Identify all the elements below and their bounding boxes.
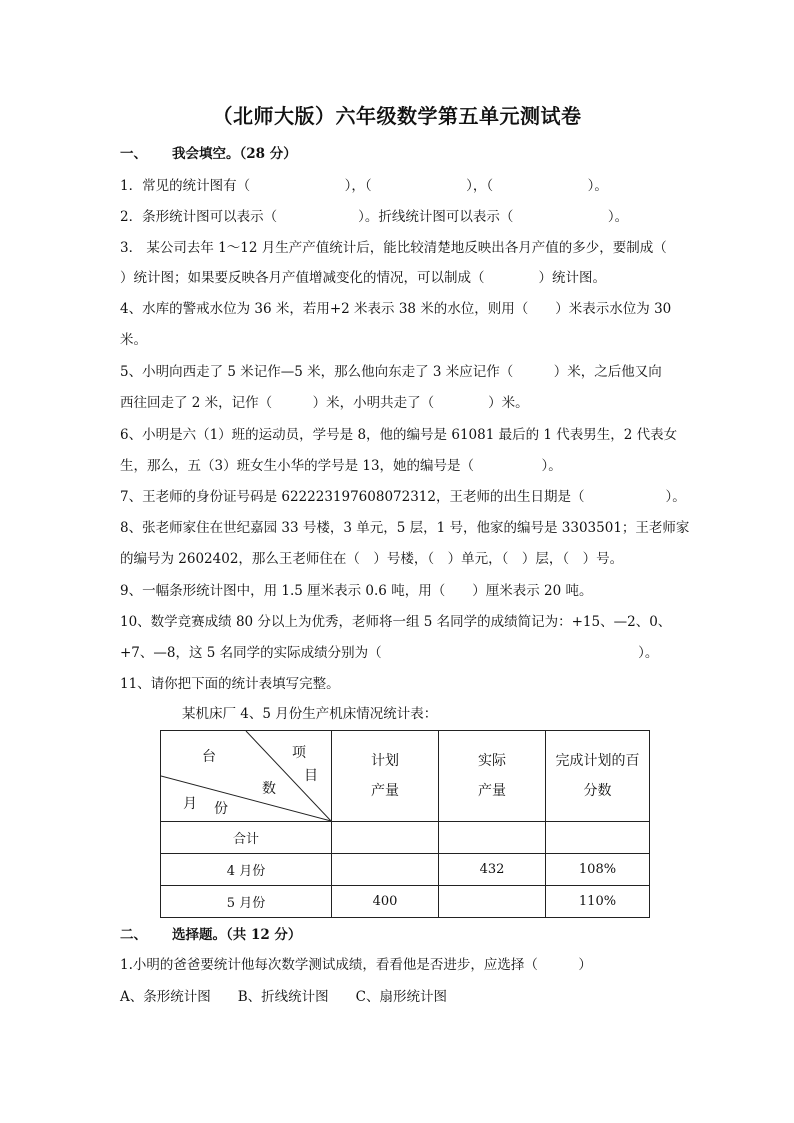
cell-actual [439, 886, 546, 918]
section-2-number: 二、 [120, 927, 147, 943]
section-2-text: 选择题。（共 12 分） [172, 927, 302, 943]
question-10-line-1: 10、数学竞赛成绩 80 分以上为优秀，老师将一组 5 名同学的成绩简记为：+15、—2、0、 [120, 614, 672, 630]
row-label: 合计 [161, 822, 332, 854]
cell-plan: 400 [332, 886, 439, 918]
corner-label-fen: 份 [214, 801, 228, 817]
question-5-line-2: 西往回走了 2 米，记作（ ）米，小明共走了（ ）米。 [120, 395, 529, 411]
cell-actual: 432 [439, 854, 546, 886]
table-row [161, 854, 650, 886]
question-4-line-2: 米。 [120, 332, 147, 348]
table-row [161, 822, 650, 854]
header-percent-line-1: 完成计划的百 [555, 753, 640, 769]
corner-label-tai: 台 [202, 749, 216, 765]
choice-question-1: 1.小明的爸爸要统计他每次数学测试成绩，看看他是否进步，应选择（ ） [120, 957, 592, 973]
row-label: 4 月份 [161, 854, 332, 886]
question-5-line-1: 5、小明向西走了 5 米记作—5 米，那么他向东走了 3 米应记作（ ）米，之后他又向 [120, 364, 662, 380]
table-row [161, 886, 650, 918]
table-header-row [161, 731, 650, 822]
cell-percent: 108% [546, 854, 650, 886]
section-2-heading [120, 925, 690, 945]
corner-label-xiang: 项 [292, 745, 306, 761]
header-plan [332, 731, 439, 822]
cell-plan [332, 854, 439, 886]
section-1-heading [120, 144, 690, 164]
question-3-line-2: ）统计图；如果要反映各月产值增减变化的情况，可以制成（ ）统计图。 [120, 270, 606, 286]
question-7: 7、王老师的身份证号码是 622223197608072312，王老师的出生日期是（ ）。 [120, 489, 686, 505]
header-plan-line-1: 计划 [371, 753, 399, 769]
corner-label-yue: 月 [183, 796, 197, 812]
cell-percent [546, 822, 650, 854]
choice-question-1-options: A、条形统计图 B、折线统计图 C、扇形统计图 [120, 989, 447, 1005]
cell-percent: 110% [546, 886, 650, 918]
section-1-number: 一、 [120, 146, 147, 162]
header-percent [546, 731, 650, 822]
question-11: 11、请你把下面的统计表填写完整。 [120, 676, 340, 692]
section-1-text: 我会填空。（28 分） [172, 146, 297, 162]
question-8-line-1: 8、张老师家住在世纪嘉园 33 号楼，3 单元，5 层，1 号，他家的编号是 3303501；王老师家 [120, 520, 690, 536]
question-1: 1．常见的统计图有（ ），（ ），（ ）。 [120, 178, 608, 194]
header-plan-line-2: 产量 [371, 783, 399, 799]
page-title: （北师大版）六年级数学第五单元测试卷 [212, 104, 582, 128]
table-caption: 某机床厂 4、5 月份生产机床情况统计表： [182, 706, 438, 722]
question-4-line-1: 4、水库的警戒水位为 36 米，若用+2 米表示 38 米的水位，则用（ ）米表示水位为 30 [120, 301, 672, 317]
diagonal-header-cell [161, 731, 332, 822]
row-label: 5 月份 [161, 886, 332, 918]
header-actual-line-1: 实际 [478, 753, 506, 769]
header-percent-line-2: 分数 [583, 783, 612, 799]
header-actual [439, 731, 546, 822]
question-6-line-1: 6、小明是六（1）班的运动员，学号是 8，他的编号是 61081 最后的 1 代表男生，2 代表女 [120, 427, 678, 443]
header-actual-line-2: 产量 [478, 783, 506, 799]
question-10-line-2: +7、—8，这 5 名同学的实际成绩分别为（ ）。 [120, 645, 659, 661]
question-6-line-2: 生，那么，五（3）班女生小华的学号是 13，她的编号是（ ）。 [120, 458, 562, 474]
corner-label-mu: 目 [304, 768, 318, 784]
cell-actual [439, 822, 546, 854]
statistics-table [160, 730, 650, 918]
cell-plan [332, 822, 439, 854]
question-3-line-1: 3． 某公司去年 1～12 月生产产值统计后，能比较清楚地反映出各月产值的多少，要制成（ [120, 240, 667, 256]
question-2: 2．条形统计图可以表示（ ）。折线统计图可以表示（ ）。 [120, 209, 629, 225]
question-8-line-2: 的编号为 2602402，那么王老师住在（ ）号楼，（ ）单元，（ ）层，（ ）号。 [120, 551, 624, 567]
question-9: 9、一幅条形统计图中，用 1.5 厘米表示 0.6 吨，用（ ）厘米表示 20 吨。 [120, 583, 593, 599]
corner-label-shu: 数 [262, 781, 276, 797]
